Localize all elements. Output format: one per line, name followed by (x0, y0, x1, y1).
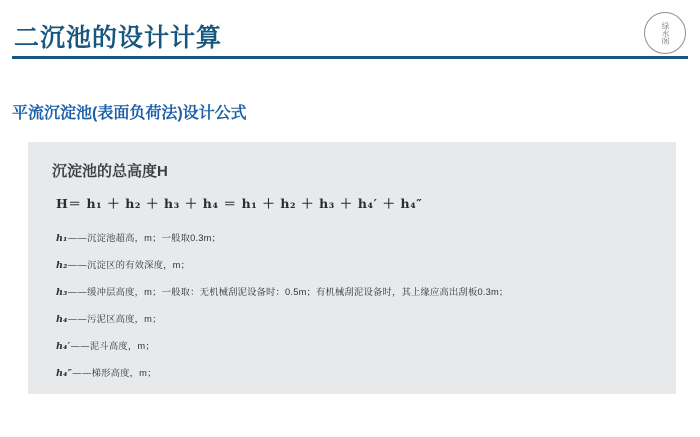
note-symbol: h₂ (56, 260, 68, 271)
notation-list (56, 230, 656, 392)
list-item (56, 311, 656, 325)
note-symbol: h₃ (56, 287, 68, 298)
section-heading: 平流沉淀池(表面负荷法)设计公式 (12, 105, 247, 122)
note-symbol: h₄″ (56, 368, 73, 379)
list-item (56, 230, 656, 244)
note-dash: —— (67, 287, 88, 298)
note-symbol: h₄′ (56, 341, 71, 352)
note-text: 沉淀区的有效深度，m； (87, 260, 191, 270)
note-dash: —— (67, 260, 88, 271)
list-item (56, 284, 656, 298)
note-dash: —— (70, 341, 90, 352)
note-dash: —— (67, 233, 88, 244)
note-text: 污泥区高度，m； (87, 314, 162, 324)
formula-equals: ＝ (223, 196, 237, 211)
note-symbol: h₁ (56, 233, 68, 244)
brand-seal-text: 绿水阁 (660, 21, 670, 45)
note-text: 梯形高度，m； (91, 368, 157, 378)
note-text: 沉淀池超高，m；一般取0.3m； (87, 233, 222, 243)
list-item (56, 365, 656, 379)
formula-sum-1: h₁ ＋ h₂ ＋ h₃ ＋ h₄ (86, 196, 219, 211)
note-symbol: h₄ (56, 314, 68, 325)
note-text: 缓冲层高度，m；一般取：无机械刮泥设备时：0.5m；有机械刮泥设备时，其上缘应高出刮板0.3m； (87, 287, 509, 297)
brand-seal-logo (644, 12, 686, 54)
formula-expression (56, 194, 422, 212)
page-title: 二沉池的设计计算 (14, 24, 223, 52)
note-dash: —— (72, 368, 92, 379)
panel-title: 沉淀池的总高度H (52, 163, 168, 180)
note-dash: —— (67, 314, 88, 325)
content-panel (28, 142, 676, 394)
list-item (56, 338, 656, 352)
formula-lhs: H＝ (56, 196, 82, 211)
note-text: 泥斗高度，m； (89, 341, 155, 351)
formula-sum-2: h₁ ＋ h₂ ＋ h₃ ＋ h₄′ ＋ h₄″ (241, 196, 423, 211)
list-item (56, 257, 656, 271)
title-underline (12, 56, 688, 59)
